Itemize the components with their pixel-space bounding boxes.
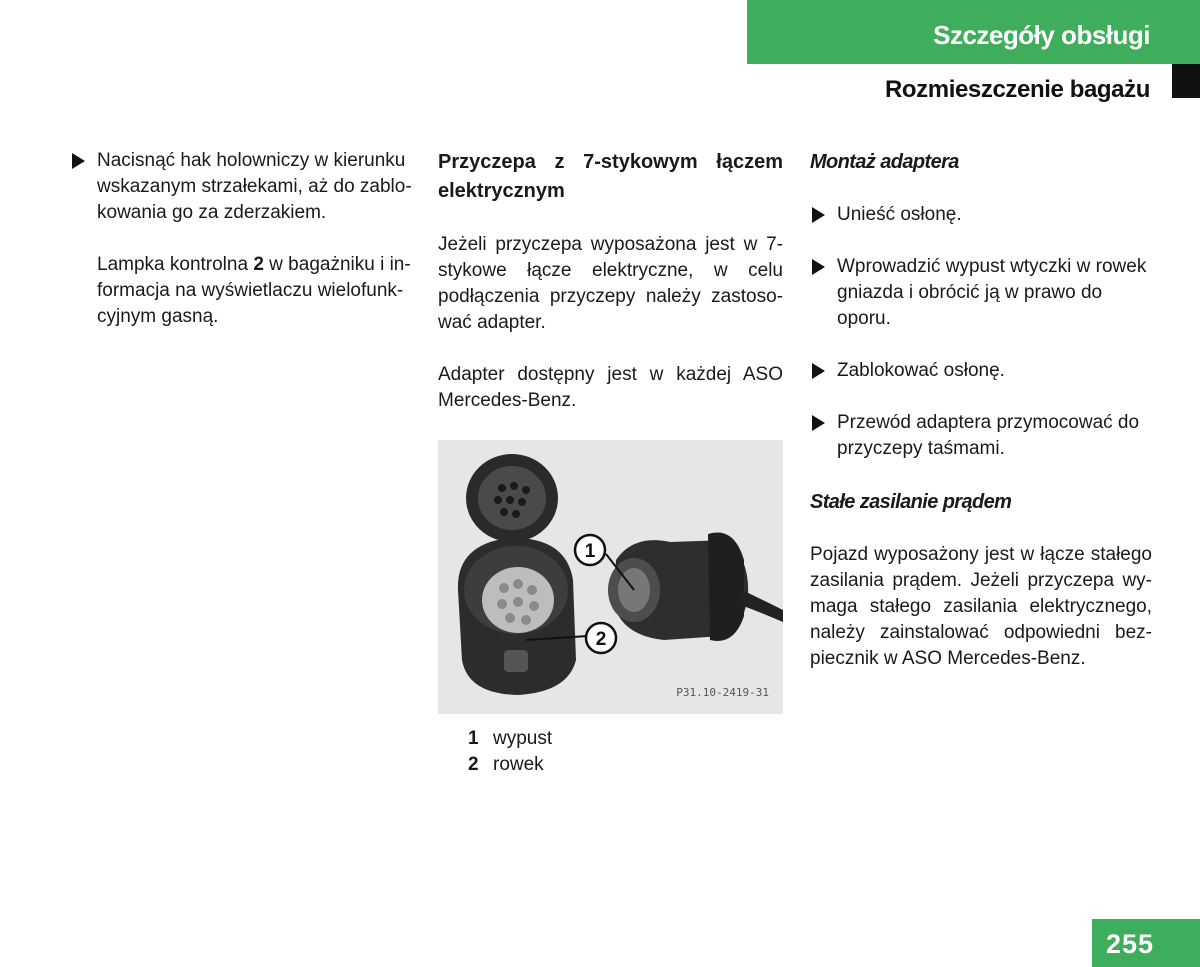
note-ref-number: 2	[253, 254, 264, 275]
callout-2-label: 2	[595, 629, 607, 650]
legend-label: rowek	[493, 754, 544, 775]
legend-row	[468, 726, 783, 752]
legend-row	[468, 752, 783, 778]
bullet-arrow-icon	[812, 363, 825, 379]
legend-number: 1	[468, 728, 479, 749]
legend-label: wypust	[493, 728, 553, 749]
section-title: Szczegóły obsługi	[933, 20, 1150, 50]
step-text: Nacisnąć hak holowniczy w kierunku wskazanym strzałekami, aż do zablokowania go za zderzakiem.	[97, 150, 412, 223]
side-marker	[1172, 64, 1200, 98]
step-item	[810, 358, 1152, 384]
callout-1-label: 1	[584, 541, 596, 562]
step-item	[810, 202, 1152, 228]
paragraph: Pojazd wyposażony jest w łącze stałego zasilania prądem. Jeżeli przyczepa wymaga stałego zasilania elektrycznego, należy zainstalować odpowiedni bezpiecznik w ASO Mercedes-Benz.	[810, 544, 1152, 669]
adapter-illustration	[438, 440, 783, 714]
bullet-arrow-icon	[812, 259, 825, 275]
column-1	[70, 148, 412, 330]
step-text: Zablokować osłonę.	[837, 360, 1005, 381]
figure-legend	[438, 726, 783, 778]
bullet-arrow-icon	[72, 153, 85, 169]
figure-code: P31.10-2419-31	[676, 686, 769, 699]
paragraph: Adapter dostępny jest w każdej ASO Mercedes-Benz.	[438, 364, 783, 411]
bullet-arrow-icon	[812, 207, 825, 223]
step-item	[810, 254, 1152, 332]
note-paragraph	[70, 252, 412, 330]
section-tab	[747, 0, 1200, 64]
legend-number: 2	[468, 754, 479, 775]
bullet-arrow-icon	[812, 415, 825, 431]
subsection-heading: Montaż adaptera	[810, 151, 959, 173]
note-text-rest: w bagażniku i informacja na wyświetlaczu wielofunkcyjnym gasną.	[97, 254, 411, 327]
note-text: Lampka kontrolna	[97, 254, 254, 275]
column-2	[438, 148, 783, 778]
paragraph: Jeżeli przyczepa wyposażona jest w 7-stykowe łącze elektryczne, w celu podłączenia przyczepy należy zastosować adapter.	[438, 234, 783, 333]
step-item	[70, 148, 412, 226]
subsection-heading: Stałe zasilanie prądem	[810, 491, 1012, 513]
adapter-figure	[438, 440, 783, 714]
step-text: Przewód adaptera przymocować do przyczepy taśmami.	[837, 412, 1140, 459]
step-text: Wprowadzić wypust wtyczki w rowek gniazda i obrócić ją w prawo do oporu.	[837, 256, 1147, 329]
step-text: Unieść osłonę.	[837, 204, 962, 225]
section-heading: Przyczepa z 7-stykowym łączem elektrycznym	[438, 151, 783, 202]
page-number-box	[1092, 919, 1200, 967]
column-3	[810, 148, 1152, 672]
subsection-title: Rozmieszczenie bagażu	[884, 76, 1150, 103]
page-number: 255	[1106, 929, 1155, 959]
step-item	[810, 410, 1152, 462]
